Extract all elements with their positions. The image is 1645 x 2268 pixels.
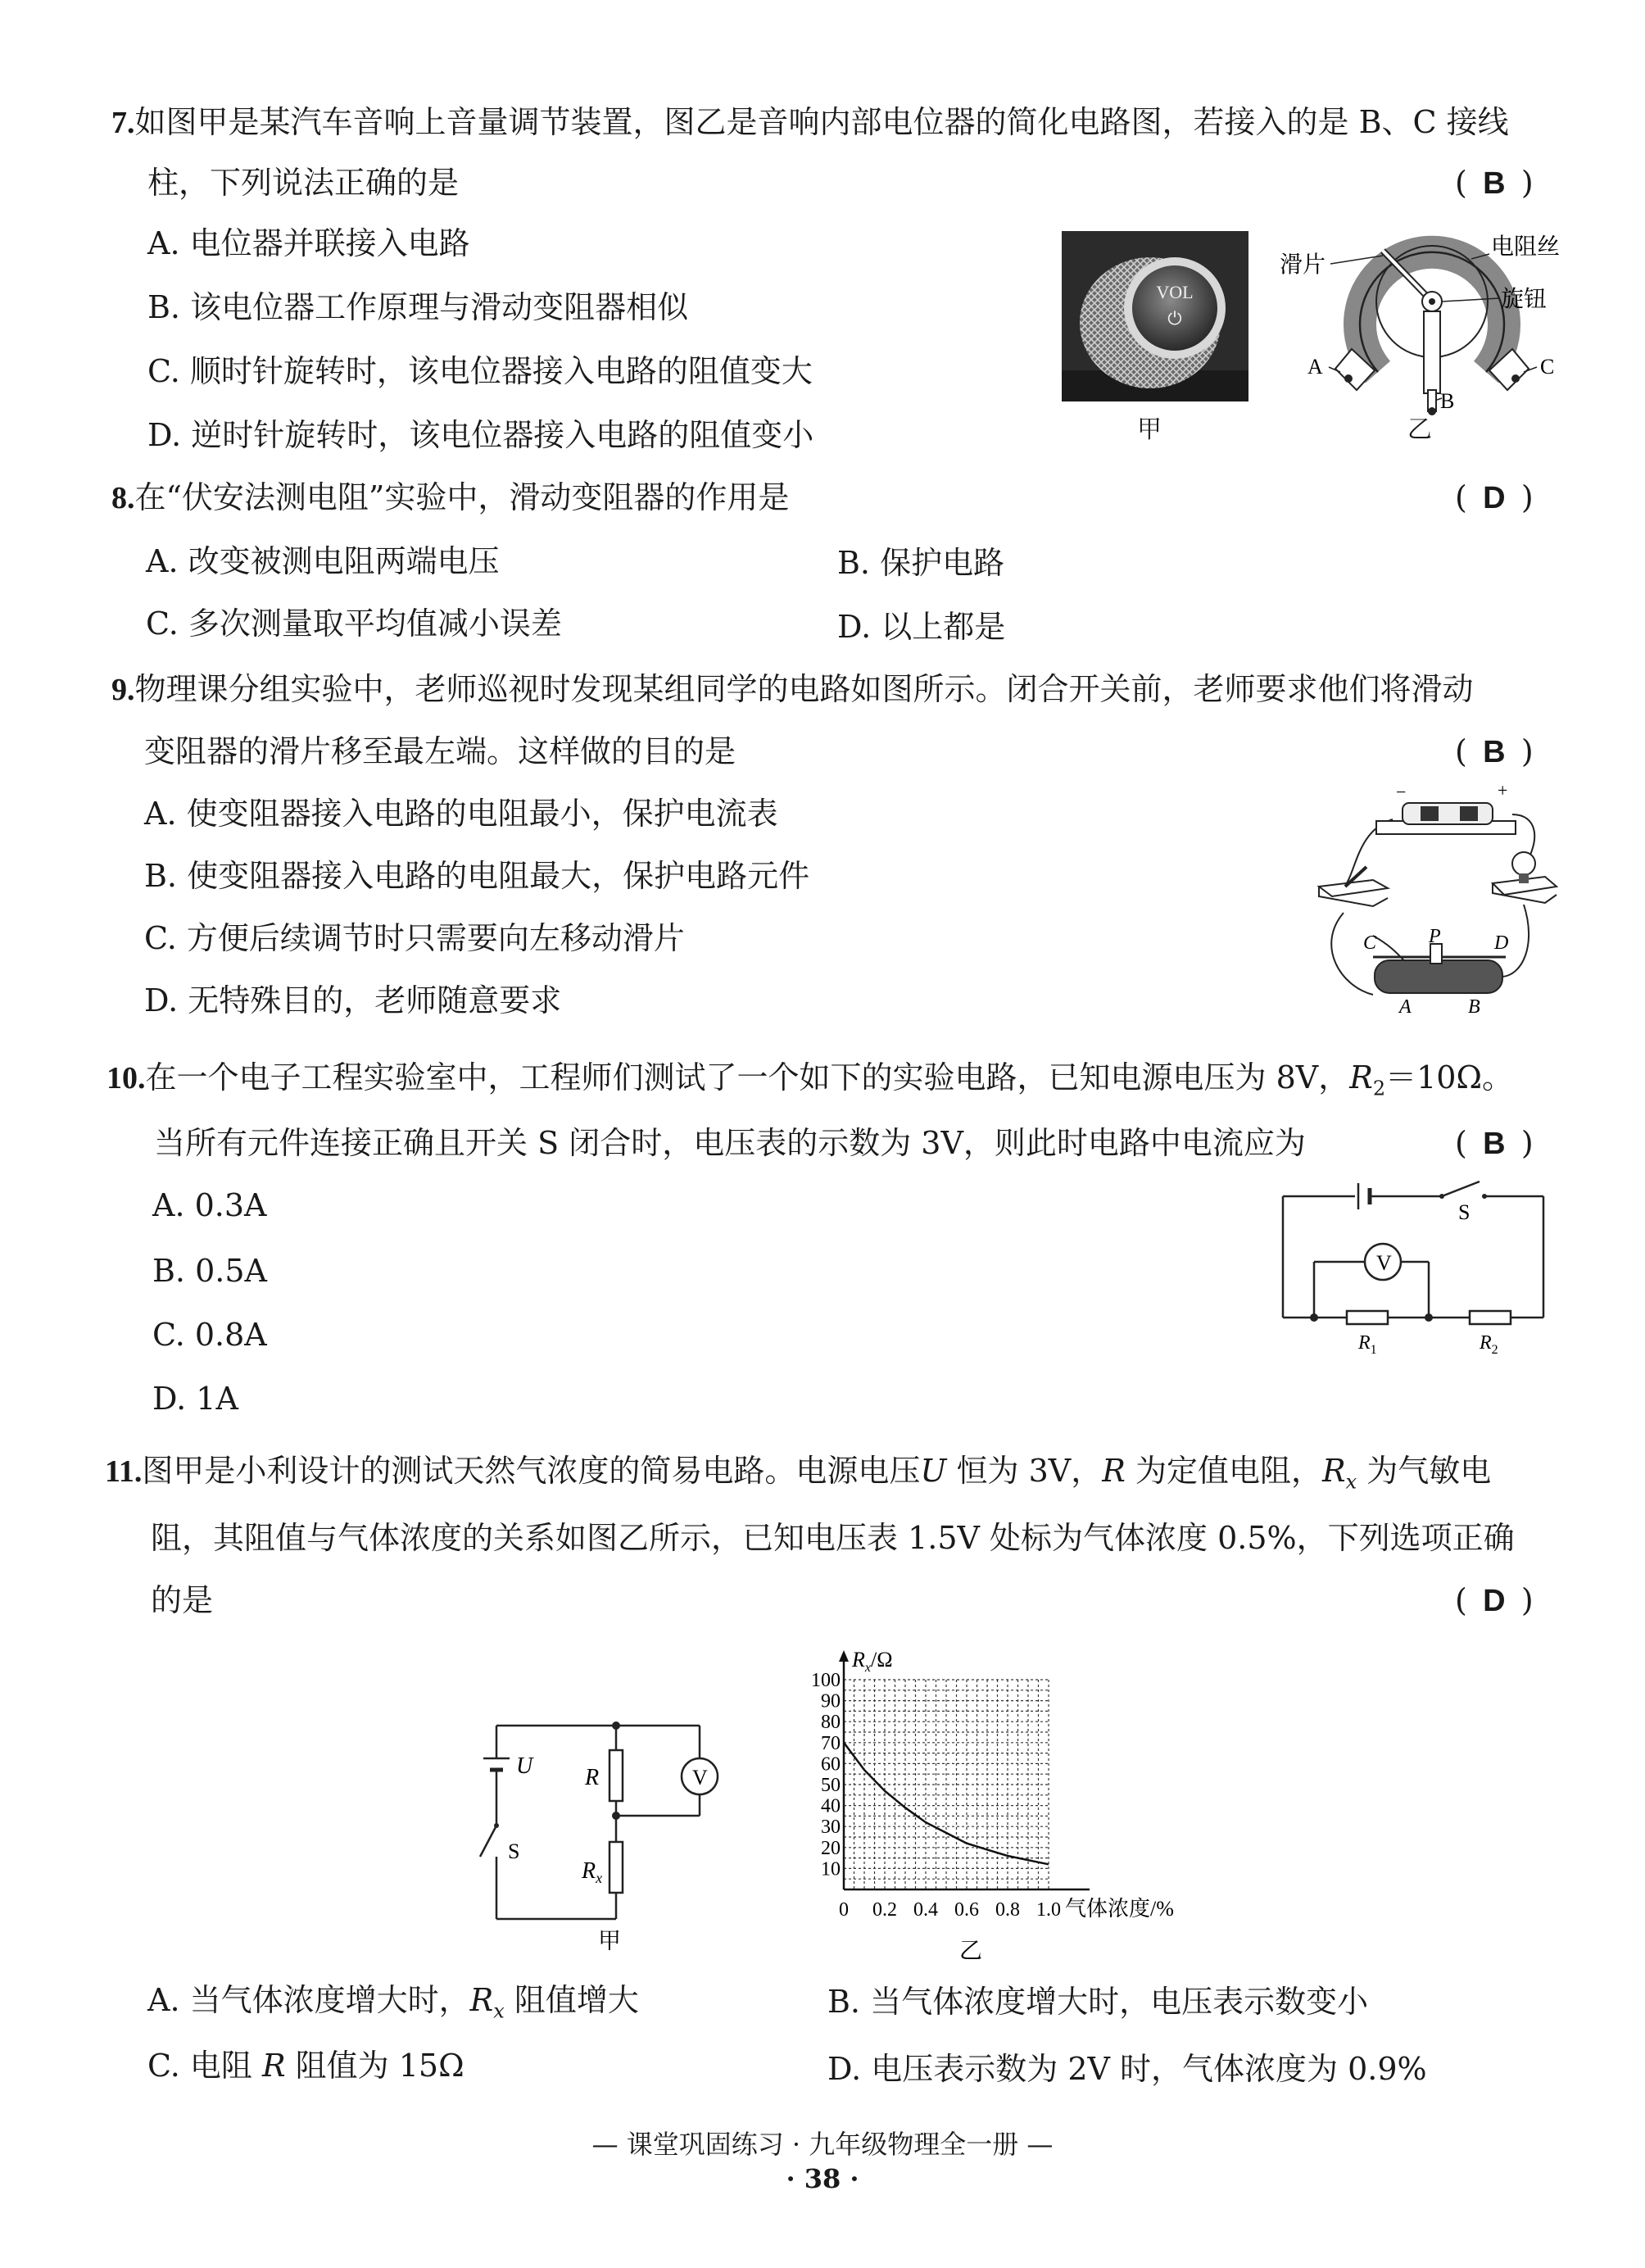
q11-label-r: R — [585, 1765, 600, 1790]
q11-circuit-diagram — [475, 1704, 721, 1950]
q7-label-a: A — [1307, 355, 1323, 379]
q7-stem-line2: 柱，下列说法正确的是 — [147, 165, 460, 201]
q11-voltmeter-v: V — [692, 1766, 708, 1789]
q9-stem-line2: 变阻器的滑片移至最左端。这样做的目的是 — [144, 733, 736, 769]
q9-label-minus: − — [1396, 782, 1407, 802]
q9-label-a: A — [1399, 996, 1412, 1018]
q11-stem-line2: 阻，其阻值与气体浓度的关系如图乙所示，已知电压表 1.5V 处标为气体浓度 0.5%，下列选项正确 — [151, 1520, 1515, 1556]
q8-answer-letter: D — [1483, 481, 1506, 515]
q10-voltmeter-v: V — [1376, 1251, 1392, 1275]
q8-answer: ( D ) — [1455, 477, 1534, 519]
q9-answer-letter: B — [1483, 735, 1506, 769]
x-tick-label: 0.2 — [872, 1899, 897, 1921]
q7-label-c: C — [1540, 355, 1555, 379]
q11-label-s: S — [508, 1839, 520, 1863]
y-tick-label: 100 — [811, 1670, 841, 1691]
q9-option-d: D. 无特殊目的，老师随意要求 — [144, 982, 562, 1018]
q9-option-b: B. 使变阻器接入电路的电阻最大，保护电路元件 — [144, 858, 810, 894]
q10-circuit-diagram — [1273, 1178, 1560, 1359]
q10-answer: ( B ) — [1455, 1123, 1534, 1164]
q7-label-knob: 旋钮 — [1501, 287, 1548, 312]
power-icon: ⏻ — [1167, 308, 1182, 329]
q11-label-rx: $R_x$ — [582, 1858, 603, 1886]
q11-option-c: C. 电阻 R 阻值为 15Ω — [147, 2048, 464, 2084]
q7-stem-line1: 7.如图甲是某汽车音响上音量调节装置，图乙是音响内部电位器的简化电路图，若接入的是 B、C 接线 — [111, 104, 1509, 140]
q7-option-c: C. 顺时针旋转时，该电位器接入电路的阻值变大 — [147, 353, 813, 389]
q7-fig-yi: 乙 — [1407, 415, 1432, 444]
q10-option-c: C. 0.8A — [152, 1317, 267, 1353]
y-tick-label: 70 — [821, 1732, 841, 1754]
y-tick-label: 60 — [821, 1753, 841, 1776]
q10-r2-label: $R_2$ — [1480, 1332, 1498, 1357]
q10-switch-s: S — [1458, 1200, 1471, 1224]
q9-answer: ( B ) — [1455, 731, 1534, 773]
q7-option-a: A. 电位器并联接入电路 — [147, 225, 470, 261]
x-axis-title: 气体浓度/% — [1065, 1897, 1174, 1921]
y-tick-label: 20 — [821, 1837, 841, 1859]
q8-option-b: B. 保护电路 — [837, 545, 1005, 581]
x-tick-label: 0 — [839, 1899, 849, 1921]
q7-label-wire: 电阻丝 — [1491, 234, 1561, 260]
q10-option-b: B. 0.5A — [152, 1253, 267, 1289]
y-tick-label: 50 — [821, 1775, 841, 1796]
q11-stem-line1: 11.图甲是小利设计的测试天然气浓度的简易电路。电源电压U 恒为 3V，R 为定值电阻，$R_x$ 为气敏电 — [105, 1453, 1492, 1494]
footer-title: — 课堂巩固练习 · 九年级物理全一册 — — [591, 2129, 1054, 2160]
q11-option-d: D. 电压表示数为 2V 时，气体浓度为 0.9% — [827, 2051, 1427, 2087]
q11-answer: ( D ) — [1455, 1580, 1534, 1622]
q7-fig-jia: 甲 — [1137, 415, 1162, 444]
q7-vol-text: VOL — [1156, 282, 1194, 302]
q10-stem-line2: 当所有元件连接正确且开关 S 闭合时，电压表的示数为 3V，则此时电路中电流应为 — [154, 1125, 1306, 1161]
y-tick-label: 40 — [821, 1795, 841, 1817]
q7-option-b: B. 该电位器工作原理与滑动变阻器相似 — [147, 289, 689, 325]
page-number: · 38 · — [786, 2163, 859, 2194]
q10-r1-label: $R_1$ — [1358, 1332, 1377, 1357]
y-tick-label: 80 — [821, 1712, 841, 1734]
q8-option-c: C. 多次测量取平均值减小误差 — [146, 606, 562, 642]
q11-label-u: U — [516, 1753, 533, 1779]
q10-option-d: D. 1A — [152, 1381, 238, 1417]
q11-option-b: B. 当气体浓度增大时，电压表示数变小 — [827, 1984, 1369, 2020]
q9-circuit-figure — [1307, 782, 1563, 1027]
q11-answer-letter: D — [1483, 1584, 1506, 1618]
x-tick-label: 1.0 — [1036, 1899, 1061, 1921]
q9-label-b: B — [1468, 996, 1480, 1018]
q9-label-d: D — [1494, 932, 1509, 954]
y-tick-label: 10 — [821, 1858, 841, 1880]
q9-label-p: P — [1429, 926, 1441, 947]
q7-label-slider: 滑片 — [1280, 252, 1326, 278]
x-tick-label: 0.6 — [954, 1899, 979, 1921]
q10-option-a: A. 0.3A — [152, 1187, 267, 1223]
x-tick-label: 0.8 — [995, 1899, 1020, 1921]
q7-label-b: B — [1440, 389, 1455, 413]
q11-option-a: A. 当气体浓度增大时，$R_x$ 阻值增大 — [147, 1982, 639, 2023]
y-axis-title: $R_x/\Omega$ — [852, 1648, 893, 1675]
q7-volume-knob-photo — [1062, 231, 1248, 401]
chart-caption: 乙 — [958, 1939, 983, 1964]
y-axis-arrow — [839, 1650, 849, 1662]
q10-stem-line1: 10.在一个电子工程实验室中，工程师们测试了一个如下的实验电路，已知电源电压为 8V，$R_2=10\Omega$。 — [106, 1059, 1513, 1100]
q7-answer-letter: B — [1483, 166, 1506, 201]
q11-fig-jia: 甲 — [598, 1929, 622, 1950]
x-tick-label: 0.4 — [913, 1899, 938, 1921]
q8-option-d: D. 以上都是 — [837, 609, 1006, 645]
q9-label-plus: + — [1498, 782, 1508, 801]
q11-stem-line3: 的是 — [151, 1582, 214, 1618]
q9-option-c: C. 方便后续调节时只需要向左移动滑片 — [144, 920, 685, 956]
q9-label-c: C — [1363, 932, 1377, 954]
q8-option-a: A. 改变被测电阻两端电压 — [146, 543, 500, 579]
y-tick-label: 30 — [821, 1817, 841, 1839]
q7-option-d: D. 逆时针旋转时，该电位器接入电路的阻值变小 — [147, 417, 814, 453]
q11-rx-concentration-chart — [786, 1647, 1229, 1966]
y-tick-label: 90 — [821, 1690, 841, 1712]
q9-option-a: A. 使变阻器接入电路的电阻最小，保护电流表 — [144, 796, 778, 832]
q8-stem: 8.在“伏安法测电阻”实验中，滑动变阻器的作用是 — [111, 479, 790, 515]
q7-answer: ( B ) — [1455, 162, 1534, 204]
q10-answer-letter: B — [1483, 1127, 1506, 1161]
q9-stem-line1: 9.物理课分组实验中，老师巡视时发现某组同学的电路如图所示。闭合开关前，老师要求他们将滑动 — [111, 671, 1474, 707]
